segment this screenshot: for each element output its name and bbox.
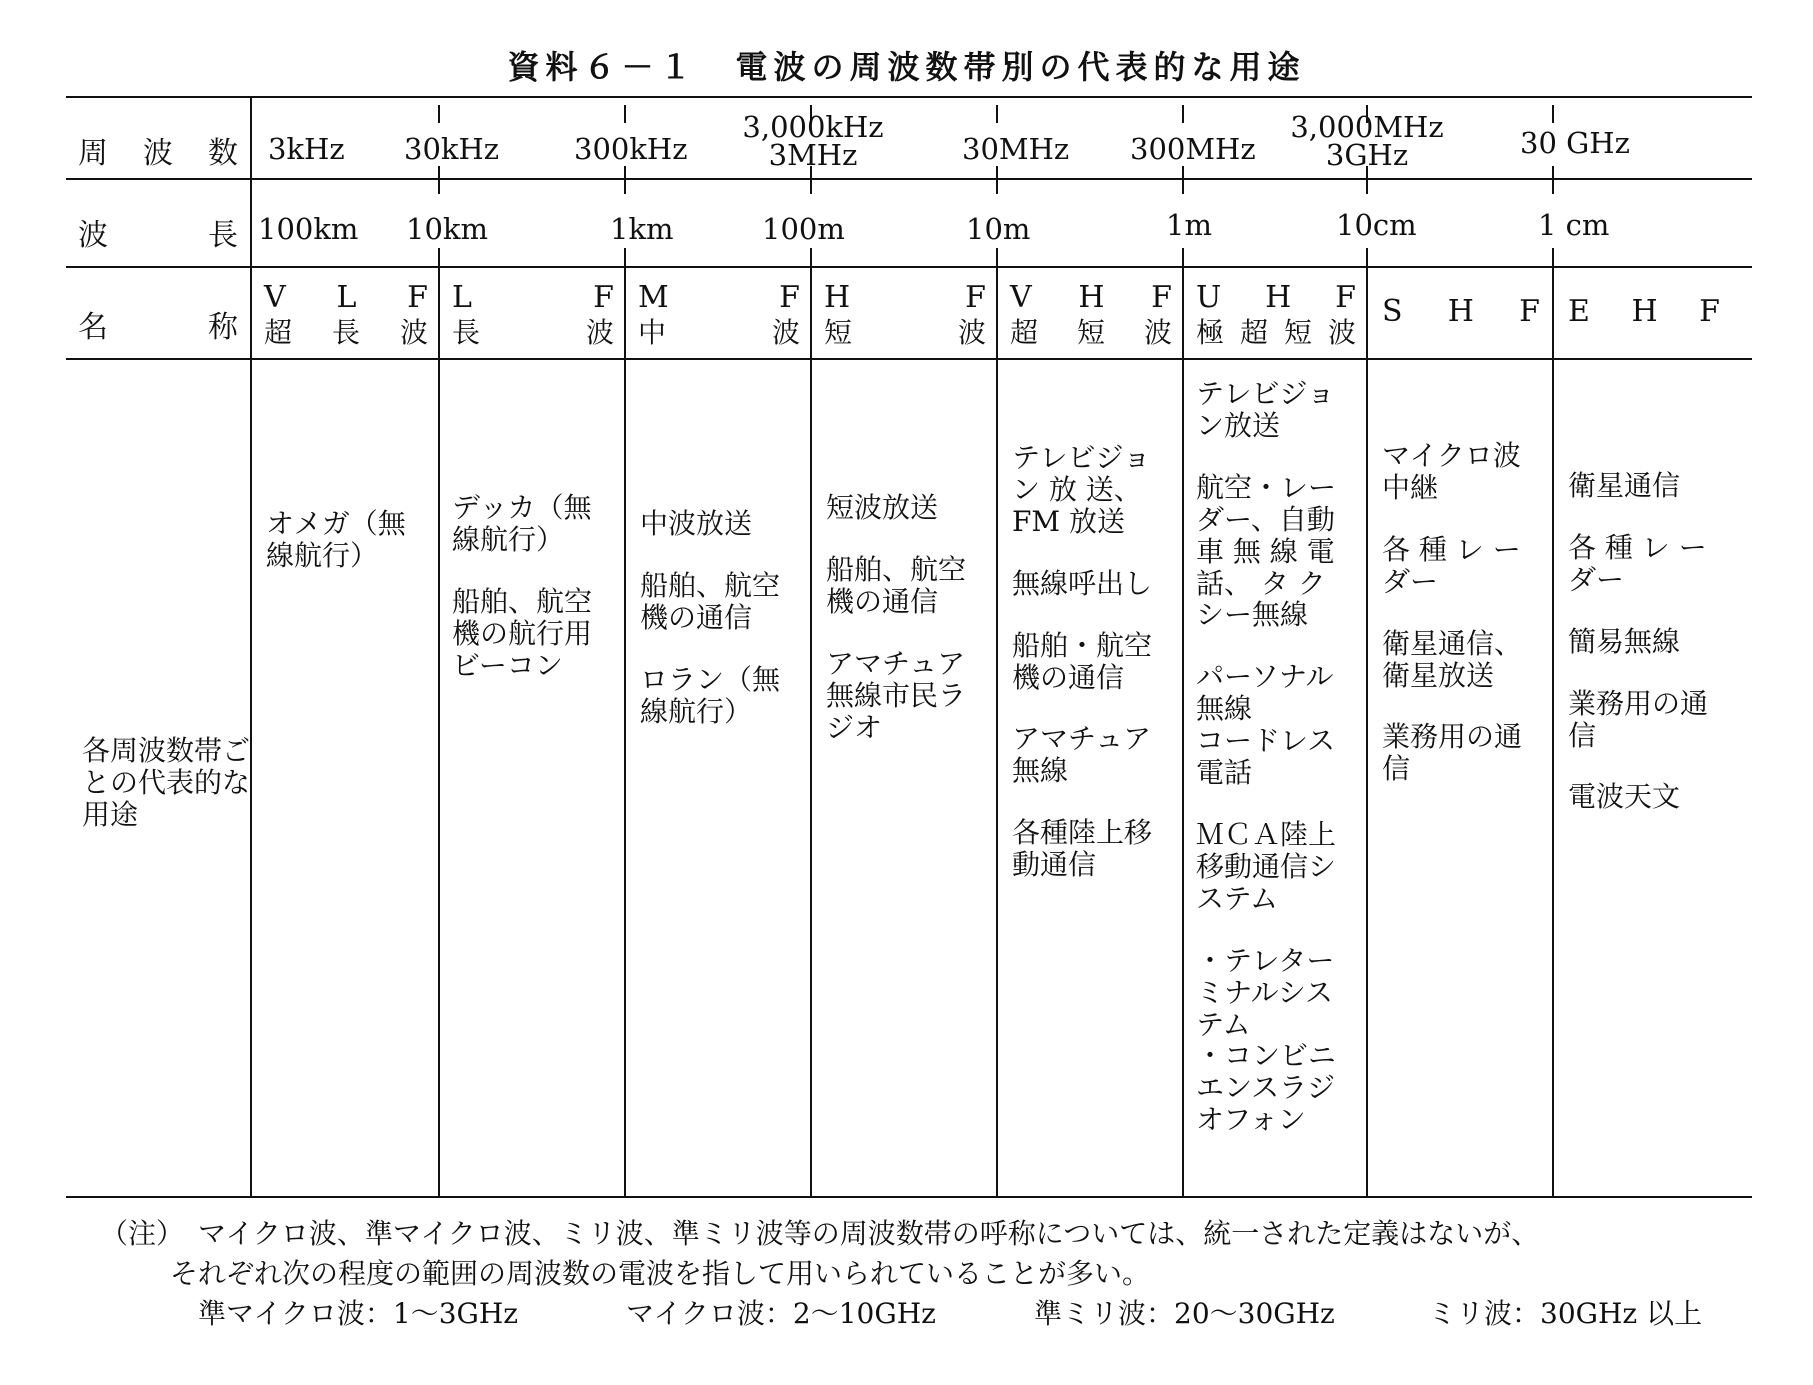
band-name-uhf — [1196, 280, 1356, 351]
use-item — [1012, 817, 1178, 881]
band-divider — [996, 266, 998, 1198]
wavelength-tick — [996, 166, 998, 194]
use-line: 機の通信 — [640, 600, 753, 634]
note-line-2: それぞれ次の程度の範囲の周波数の電波を指して用いられていることが多い。 — [170, 1257, 1151, 1290]
use-line: ダー、自動 — [1196, 502, 1335, 536]
use-item — [1012, 630, 1178, 694]
band-latin-letter: V — [1010, 280, 1032, 315]
use-line: ステム — [1196, 881, 1279, 915]
use-line: ロラン（無 — [640, 662, 781, 696]
row-label-char: 名 — [78, 310, 108, 345]
frequency-label: 300kHz — [574, 132, 688, 166]
wavelength-tick — [810, 248, 812, 268]
use-item — [640, 570, 806, 634]
use-item — [1568, 688, 1736, 752]
use-item — [826, 648, 992, 744]
uses-cell-uhf — [1196, 378, 1362, 1136]
document-title: 資料６－１ 電波の周波数帯別の代表的な用途 — [507, 48, 1306, 86]
use-item — [1382, 628, 1548, 692]
frequency-row-rule — [66, 178, 1752, 180]
uses-cell-lf — [452, 492, 620, 682]
use-item — [1382, 721, 1548, 785]
use-line: ジオ — [826, 710, 883, 744]
frequency-label: 3kHz — [268, 132, 345, 166]
frequency-tick — [996, 105, 998, 123]
band-latin-letter: H — [824, 280, 851, 315]
frequency-tick — [1182, 105, 1184, 123]
band-jp-char: 波 — [1327, 316, 1356, 349]
use-line: コードレス — [1196, 724, 1336, 758]
frequency-label: 30 GHz — [1520, 126, 1630, 160]
use-line: 線航行） — [640, 694, 753, 728]
use-line: 衛星通信 — [1568, 469, 1681, 502]
wavelength-tick — [1182, 248, 1184, 268]
wavelength-tick — [438, 166, 440, 194]
frequency-label-top: 3,000kHz — [742, 110, 884, 144]
row-label-frequency — [78, 128, 238, 172]
band-name-hf — [824, 280, 986, 351]
band-divider — [1366, 266, 1368, 1198]
use-item — [1382, 534, 1548, 598]
wavelength-tick — [438, 248, 440, 268]
use-line: 船舶、航空 — [452, 584, 593, 618]
use-line: 車 無 線 電 — [1196, 534, 1335, 568]
use-item — [826, 492, 992, 524]
use-item — [1012, 723, 1178, 787]
band-jp-char: 長 — [452, 316, 481, 349]
use-line: 衛星放送 — [1382, 658, 1495, 692]
table-bottom-rule — [66, 1196, 1752, 1198]
use-line: 短波放送 — [826, 491, 939, 524]
wavelength-tick — [1552, 166, 1554, 194]
band-divider — [624, 266, 626, 1198]
use-line: 線航行） — [266, 538, 379, 572]
band-latin-letter: F — [593, 280, 614, 315]
use-item — [1196, 945, 1362, 1136]
uses-cell-shf — [1382, 440, 1548, 785]
use-line: 電波天文 — [1568, 780, 1681, 814]
band-latin-letter: S — [1382, 294, 1403, 329]
use-line: 電話 — [1196, 756, 1253, 790]
use-line: ダー — [1568, 562, 1625, 596]
uses-cell-ehf — [1568, 470, 1736, 813]
band-name-lf — [452, 280, 614, 351]
frequency-label — [728, 110, 898, 172]
use-line: 信 — [1568, 718, 1597, 752]
band-latin-letter: M — [638, 280, 669, 315]
header-column-divider — [250, 96, 252, 1198]
use-line: 各種陸上移 — [1012, 816, 1153, 850]
band-latin-letter: V — [264, 280, 286, 315]
band-jp-char: 波 — [1143, 316, 1172, 349]
wavelength-label: 1km — [610, 212, 674, 246]
wavelength-tick — [1182, 166, 1184, 194]
use-line: パーソナル — [1196, 660, 1334, 694]
band-jp-char: 短 — [824, 316, 853, 349]
use-item — [1196, 819, 1362, 915]
use-line: ン 放 送、 — [1012, 472, 1142, 506]
band-latin-letter: H — [1447, 294, 1474, 329]
use-item — [1568, 470, 1736, 502]
use-item — [266, 508, 434, 572]
use-line: 動通信 — [1012, 848, 1097, 882]
use-line: 各 種 レ ー — [1568, 530, 1707, 564]
use-line: 移動通信シ — [1196, 849, 1337, 883]
use-line: 船舶、航空 — [640, 568, 781, 602]
uses-cell-mf — [640, 508, 806, 728]
use-line: ・テレター — [1196, 943, 1335, 977]
uses-cell-hf — [826, 492, 992, 743]
use-item — [1012, 442, 1178, 538]
uses-cell-vlf — [266, 508, 434, 572]
band-divider — [1552, 266, 1554, 1198]
band-latin-letter: U — [1196, 280, 1222, 315]
frequency-tick — [1552, 105, 1554, 123]
use-item — [1196, 661, 1362, 789]
use-line: テレビジョ — [1196, 377, 1335, 410]
band-latin-letter: F — [1335, 280, 1356, 315]
note-range: 準ミリ波：20～30GHz — [1034, 1297, 1335, 1330]
use-line: 業務用の通 — [1382, 720, 1523, 754]
band-latin-letter: H — [1265, 280, 1292, 315]
note-line-1: （注） マイクロ波、準マイクロ波、ミリ波、準ミリ波等の周波数帯の呼称については、統一された定義はないが、 — [100, 1217, 1540, 1250]
use-line: ビーコン — [452, 648, 563, 682]
use-line: デッカ（無 — [452, 491, 592, 524]
use-line: アマチュア — [1012, 722, 1152, 756]
use-line: 衛星通信、 — [1382, 626, 1523, 660]
frequency-label-bottom: 3GHz — [1325, 138, 1409, 172]
use-item — [1382, 440, 1548, 504]
use-item — [452, 586, 620, 682]
wavelength-label: 1m — [1166, 208, 1212, 242]
wavelength-label: 100km — [258, 212, 359, 246]
band-jp-char: 長 — [331, 316, 360, 349]
wavelength-label: 10km — [406, 212, 488, 246]
frequency-tick — [438, 105, 440, 123]
use-line: 中波放送 — [640, 507, 753, 540]
band-name-mf — [638, 280, 800, 351]
row-label-char: 波 — [143, 136, 173, 171]
table-top-rule — [66, 96, 1752, 98]
use-item — [640, 664, 806, 728]
use-line: オメガ（無 — [266, 507, 406, 540]
wavelength-tick — [1366, 248, 1368, 268]
note-range: 準マイクロ波：1～3GHz — [198, 1297, 519, 1330]
use-line: エンスラジ — [1196, 1071, 1336, 1105]
use-line: 各 種 レ ー — [1382, 532, 1521, 566]
use-line: シー無線 — [1196, 598, 1309, 632]
band-jp-char: 超 — [1010, 316, 1039, 349]
band-latin-letter: F — [965, 280, 986, 315]
band-name-shf — [1382, 294, 1540, 329]
frequency-tick — [624, 105, 626, 123]
use-line: ダー — [1382, 564, 1439, 598]
band-jp-char: 短 — [1076, 316, 1105, 349]
band-jp-char: 超 — [1239, 316, 1268, 349]
band-divider — [810, 266, 812, 1198]
use-line: オフォン — [1196, 1103, 1306, 1137]
wavelength-row-rule — [66, 266, 1752, 268]
frequency-label: 300MHz — [1130, 132, 1256, 166]
use-line: ＭＣＡ陸上 — [1196, 817, 1337, 851]
band-latin-letter: L — [452, 280, 472, 315]
use-line: 船舶・航空 — [1012, 628, 1153, 662]
use-line: FM 放送 — [1012, 504, 1125, 538]
band-divider — [438, 266, 440, 1198]
wavelength-label: 1 cm — [1538, 208, 1610, 242]
frequency-label-bottom: 3MHz — [768, 138, 858, 172]
use-line: 中継 — [1382, 470, 1439, 504]
use-line: 話、 タ ク — [1196, 566, 1326, 600]
use-line: 機の航行用 — [452, 616, 593, 650]
band-jp-char: 波 — [399, 316, 428, 349]
band-latin-letter: F — [1699, 294, 1720, 329]
wavelength-tick — [996, 248, 998, 268]
band-jp-char: 極 — [1196, 316, 1225, 349]
use-line: 機の通信 — [1012, 660, 1125, 694]
use-line: 船舶、航空 — [826, 552, 967, 586]
band-jp-char: 超 — [264, 316, 293, 349]
band-latin-letter: L — [336, 280, 357, 315]
frequency-label: 30kHz — [404, 132, 500, 166]
band-jp-char: 短 — [1283, 316, 1312, 349]
frequency-label-top: 3,000MHz — [1290, 110, 1444, 144]
use-item — [1568, 781, 1736, 813]
use-item — [640, 508, 806, 540]
frequency-label: 30MHz — [962, 132, 1070, 166]
band-latin-letter: F — [779, 280, 800, 315]
band-name-vhf — [1010, 280, 1172, 351]
use-line: 無線 — [1012, 754, 1069, 788]
uses-cell-vhf — [1012, 442, 1178, 881]
row-label-char: 数 — [208, 136, 238, 171]
use-line: 機の通信 — [826, 584, 939, 618]
use-item — [1568, 532, 1736, 596]
band-latin-letter: H — [1078, 280, 1105, 315]
use-item — [1568, 626, 1736, 658]
row-label-char: 周 — [78, 136, 108, 171]
use-line: 簡易無線 — [1568, 624, 1681, 658]
row-label-wavelength — [78, 210, 238, 254]
use-line: ン放送 — [1196, 408, 1281, 442]
band-divider — [1182, 266, 1184, 1198]
use-line: アマチュア — [826, 646, 966, 680]
frequency-label — [1282, 110, 1452, 172]
band-latin-letter: F — [1519, 294, 1540, 329]
use-line: 線航行） — [452, 522, 565, 556]
band-latin-letter: F — [407, 280, 428, 315]
band-latin-letter: F — [1151, 280, 1172, 315]
wavelength-label: 100m — [762, 212, 845, 246]
use-line: テレビジョ — [1012, 441, 1151, 474]
use-line: 無線呼出し — [1012, 566, 1153, 600]
use-line: テム — [1196, 1007, 1251, 1041]
row-label-char: 長 — [208, 218, 238, 253]
row-label-char: 波 — [78, 218, 108, 253]
use-item — [1196, 472, 1362, 632]
row-label-name — [78, 302, 238, 346]
wavelength-label: 10cm — [1336, 208, 1417, 242]
use-item — [826, 554, 992, 618]
band-jp-char: 波 — [585, 316, 614, 349]
use-line: マイクロ波 — [1382, 439, 1521, 472]
use-item — [1196, 378, 1362, 442]
use-line: 航空・レー — [1196, 470, 1337, 504]
use-item — [452, 492, 620, 556]
name-row-rule — [66, 358, 1752, 360]
use-line: 業務用の通 — [1568, 686, 1709, 720]
band-jp-char: 波 — [957, 316, 986, 349]
note-range: マイクロ波：2～10GHz — [626, 1297, 936, 1330]
use-line: 無線 — [1196, 692, 1253, 726]
band-name-vlf — [264, 280, 428, 351]
use-line: ミナルシス — [1196, 975, 1334, 1009]
use-line: 無線市民ラ — [826, 678, 967, 712]
band-name-ehf — [1568, 294, 1720, 329]
band-latin-letter: E — [1568, 294, 1590, 329]
use-line: ・コンビニ — [1196, 1039, 1337, 1073]
band-jp-char: 波 — [771, 316, 800, 349]
wavelength-tick — [624, 166, 626, 194]
use-line: 信 — [1382, 752, 1411, 786]
band-latin-letter: H — [1631, 294, 1658, 329]
band-jp-char: 中 — [638, 316, 667, 349]
wavelength-tick — [1552, 248, 1554, 268]
note-range: ミリ波：30GHz 以上 — [1428, 1297, 1703, 1330]
row-label-uses: 各周波数帯ごとの代表的な用途 — [82, 734, 251, 831]
row-label-char: 称 — [208, 310, 238, 345]
use-item — [1012, 568, 1178, 600]
wavelength-label: 10m — [966, 212, 1031, 246]
wavelength-tick — [624, 248, 626, 268]
